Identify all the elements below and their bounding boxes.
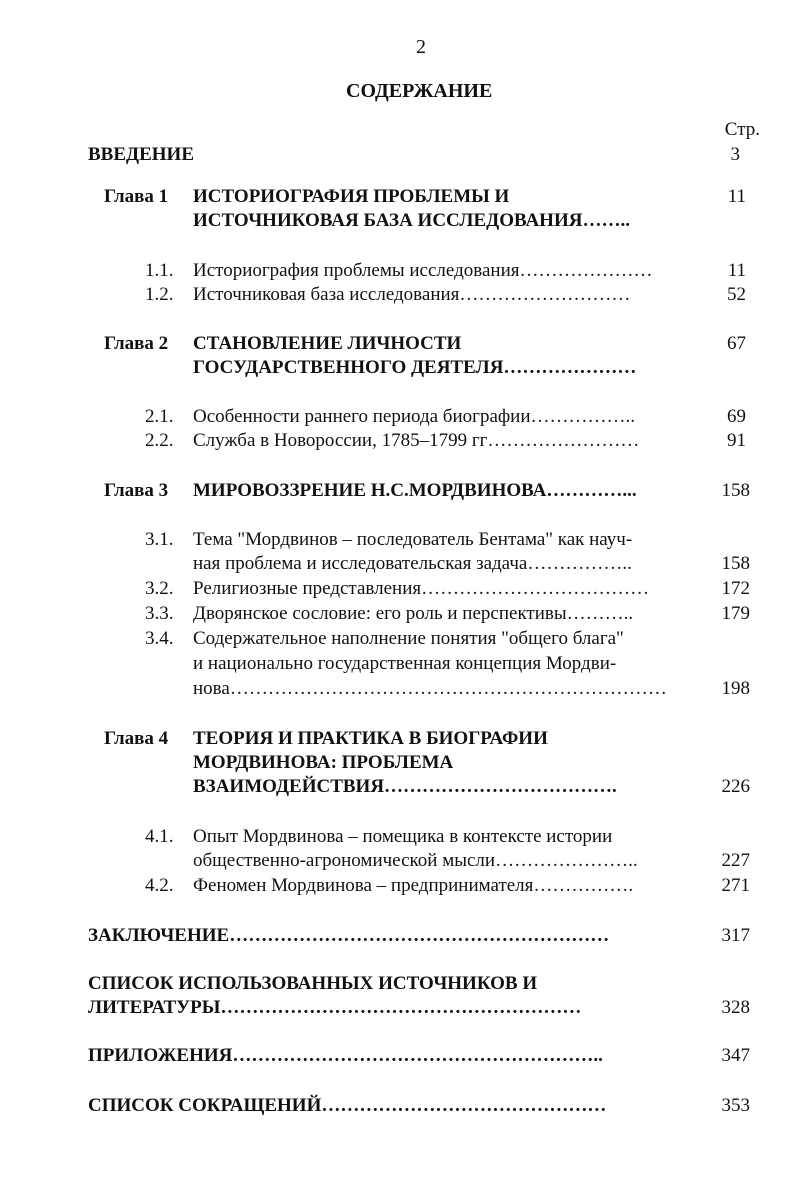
section-3-4-page: 198 bbox=[721, 678, 750, 699]
chapter-4-title-line3: ВЗАИМОДЕЙСТВИЯ………………………………. bbox=[193, 776, 617, 797]
section-3-4-title-line3: нова…………………………………………………………… bbox=[193, 678, 667, 699]
section-1-2-title: Источниковая база исследования……………………… bbox=[193, 284, 631, 305]
section-3-3-number: 3.3. bbox=[145, 603, 174, 624]
page-title: СОДЕРЖАНИЕ bbox=[346, 80, 493, 102]
section-1-1-title: Историография проблемы исследования………………… bbox=[193, 260, 653, 281]
section-3-3-page: 179 bbox=[721, 603, 750, 624]
chapter-3-title: МИРОВОЗЗРЕНИЕ Н.С.МОРДВИНОВА…………... bbox=[193, 480, 637, 501]
chapter-2-title-line1: СТАНОВЛЕНИЕ ЛИЧНОСТИ bbox=[193, 333, 462, 354]
section-2-1-title: Особенности раннего периода биографии…………….. bbox=[193, 406, 636, 427]
abbreviations-page: 353 bbox=[721, 1095, 750, 1116]
section-4-1-page: 227 bbox=[721, 850, 750, 871]
sources-title-line2: ЛИТЕРАТУРЫ………………………………………………… bbox=[88, 997, 582, 1018]
section-3-1-page: 158 bbox=[721, 553, 750, 574]
section-2-2-page: 91 bbox=[727, 430, 746, 451]
page-number: 2 bbox=[416, 36, 426, 58]
section-4-2-title: Феномен Мордвинова – предпринимателя……………. bbox=[193, 875, 634, 896]
appendix-page: 347 bbox=[721, 1045, 750, 1066]
conclusion-title: ЗАКЛЮЧЕНИЕ…………………………………………………… bbox=[88, 925, 610, 946]
section-3-1-title-line2: ная проблема и исследовательская задача…………….. bbox=[193, 553, 632, 574]
chapter-3-page: 158 bbox=[721, 480, 750, 501]
section-3-2-page: 172 bbox=[721, 578, 750, 599]
section-3-4-title-line2: и национально государственная концепция Мордви- bbox=[193, 653, 617, 674]
chapter-4-title-line1: ТЕОРИЯ И ПРАКТИКА В БИОГРАФИИ bbox=[193, 728, 548, 749]
abbreviations-title: СПИСОК СОКРАЩЕНИЙ……………………………………… bbox=[88, 1095, 607, 1116]
section-3-2-number: 3.2. bbox=[145, 578, 174, 599]
sources-page: 328 bbox=[721, 997, 750, 1018]
chapter-2-page: 67 bbox=[727, 333, 746, 354]
chapter-1-label: Глава 1 bbox=[104, 186, 169, 207]
chapter-3-label: Глава 3 bbox=[104, 480, 169, 501]
section-3-3-title: Дворянское сословие: его роль и перспективы……….. bbox=[193, 603, 634, 624]
section-3-4-number: 3.4. bbox=[145, 628, 174, 649]
chapter-2-title-line2: ГОСУДАРСТВЕННОГО ДЕЯТЕЛЯ………………… bbox=[193, 357, 637, 378]
section-2-1-page: 69 bbox=[727, 406, 746, 427]
section-2-2-number: 2.2. bbox=[145, 430, 174, 451]
section-4-1-number: 4.1. bbox=[145, 826, 174, 847]
section-1-2-number: 1.2. bbox=[145, 284, 174, 305]
section-4-2-page: 271 bbox=[721, 875, 750, 896]
section-1-2-page: 52 bbox=[727, 284, 746, 305]
chapter-4-label: Глава 4 bbox=[104, 728, 169, 749]
sources-title-line1: СПИСОК ИСПОЛЬЗОВАННЫХ ИСТОЧНИКОВ И bbox=[88, 973, 538, 994]
intro-page: 3 bbox=[730, 144, 740, 165]
section-3-2-title: Религиозные представления……………………………… bbox=[193, 578, 650, 599]
chapter-2-label: Глава 2 bbox=[104, 333, 169, 354]
section-3-1-number: 3.1. bbox=[145, 529, 174, 550]
section-4-2-number: 4.2. bbox=[145, 875, 174, 896]
section-3-1-title-line1: Тема "Мордвинов – последователь Бентама" как науч- bbox=[193, 529, 633, 550]
appendix-title: ПРИЛОЖЕНИЯ………………………………………………….. bbox=[88, 1045, 603, 1066]
section-4-1-title-line2: общественно-агрономической мысли………………….. bbox=[193, 850, 638, 871]
chapter-1-title-line2: ИСТОЧНИКОВАЯ БАЗА ИССЛЕДОВАНИЯ…….. bbox=[193, 210, 630, 231]
section-2-1-number: 2.1. bbox=[145, 406, 174, 427]
chapter-1-page: 11 bbox=[727, 186, 746, 207]
section-3-4-title-line1: Содержательное наполнение понятия "общего блага" bbox=[193, 628, 624, 649]
conclusion-page: 317 bbox=[721, 925, 750, 946]
section-2-2-title: Служба в Новороссии, 1785–1799 гг…………………… bbox=[193, 430, 640, 451]
chapter-4-title-line2: МОРДВИНОВА: ПРОБЛЕМА bbox=[193, 752, 454, 773]
page-column-header: Стр. bbox=[724, 119, 760, 140]
chapter-1-title-line1: ИСТОРИОГРАФИЯ ПРОБЛЕМЫ И bbox=[193, 186, 510, 207]
section-4-1-title-line1: Опыт Мордвинова – помещика в контексте истории bbox=[193, 826, 613, 847]
chapter-4-page: 226 bbox=[721, 776, 750, 797]
intro-title: ВВЕДЕНИЕ bbox=[88, 144, 194, 165]
section-1-1-page: 11 bbox=[727, 260, 746, 281]
section-1-1-number: 1.1. bbox=[145, 260, 174, 281]
